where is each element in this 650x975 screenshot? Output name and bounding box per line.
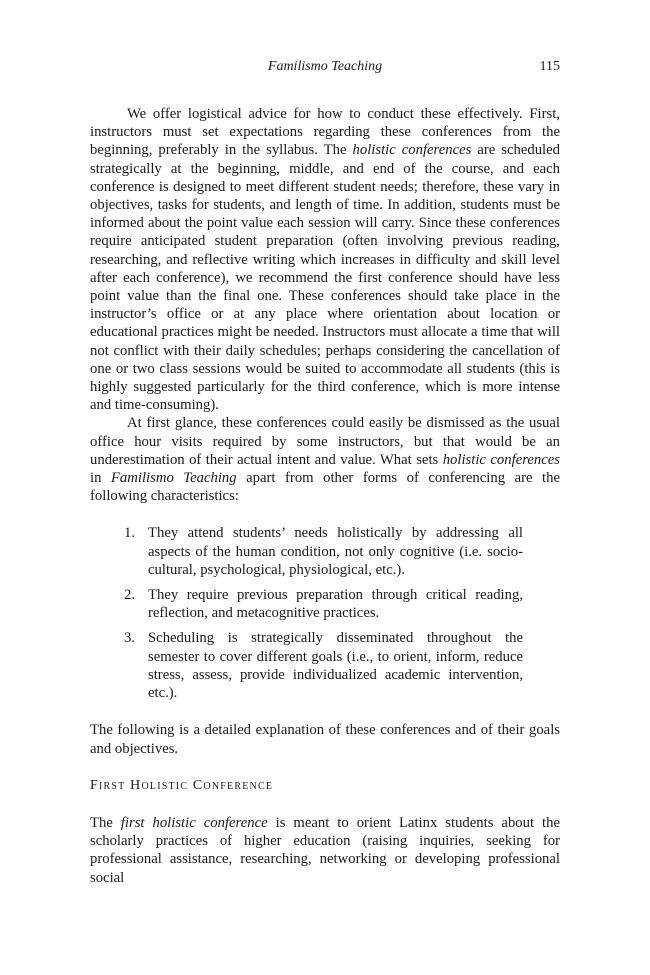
emphasis-text: first holistic conference (120, 814, 268, 831)
list-text: Scheduling is strategically disseminated throughout the semester to cover different goals (i.e., to orient, inform, reduce stress, assess, provide individualized academic intervention, etc.). (148, 630, 523, 702)
paragraph-text: in (90, 470, 111, 487)
paragraph-text: The (90, 814, 121, 831)
list-text: They require previous preparation through critical reading, reflection, and metacognitive practices. (148, 587, 523, 622)
paragraph-text: are scheduled strategically at the beginning, middle, and end of the course, and each conference is designed to meet different student needs; therefore, these vary in objectives, tasks for students, and length of time. In addition, students must be informed about the point value each session will carry. Since these conferences require anticipated student preparation (often involving previous reading, researching, and reflective writing which increases in difficulty and skill level after each conference), we recommend the first conference should have less point value than the final one. These conferences should take place in the instructor’s office or at any place where orientation about location or educational practices might be needed. Instructors must allocate a time that will not conflict with their daily schedules; perhaps considering the cancellation of one or two class sessions would be suited to accommodate all students (this is highly suggested particularly for the third conference, which is more intense and time-consuming). (90, 142, 560, 414)
running-title: Familismo Teaching (267, 59, 383, 74)
paragraph-first-glance (90, 414, 560, 505)
list-text: They attend students’ needs holistically by addressing all aspects of the human condition, not only cognitive (i.e. socio-cultural, psychological, physiological, etc.). (148, 525, 523, 578)
section-heading: First Holistic Conference (90, 777, 274, 793)
emphasis-text: Familismo Teaching (110, 470, 237, 487)
page-number: 115 (539, 59, 560, 74)
characteristics-list (90, 524, 523, 702)
paragraph-explanation: The following is a detailed explanation of these conferences and of their goals and objectives. (90, 722, 560, 757)
paragraph-text: At first glance, these conferences could easily be dismissed as the usual office hour visits required by some instructors, but that would be an underestimation of their actual intent and value. What sets (90, 415, 560, 468)
emphasis-text: holistic conferences (352, 142, 472, 159)
list-number: 1. (124, 525, 136, 542)
paragraph-logistics (90, 105, 560, 414)
list-item (124, 524, 523, 579)
emphasis-text: holistic conferences (442, 451, 561, 468)
paragraph-text: We offer logistical advice for how to conduct these effectively. First, instructors must set expectations regarding these conferences from the beginning, preferably in the syllabus. The (90, 106, 560, 159)
paragraph-text: is meant to orient Latinx students about the scholarly practices of higher education (raising inquiries, seeking for professional assistance, researching, networking or developing professional social (90, 814, 560, 886)
paragraph-first-conference (90, 814, 560, 887)
list-number: 2. (124, 587, 136, 604)
list-item (124, 586, 523, 622)
book-page (90, 0, 560, 975)
running-head (90, 59, 560, 79)
paragraph-text: apart from other forms of conferencing are the following characteristics: (90, 470, 560, 505)
list-item (124, 629, 523, 702)
body-text (90, 105, 560, 887)
list-number: 3. (124, 630, 136, 647)
